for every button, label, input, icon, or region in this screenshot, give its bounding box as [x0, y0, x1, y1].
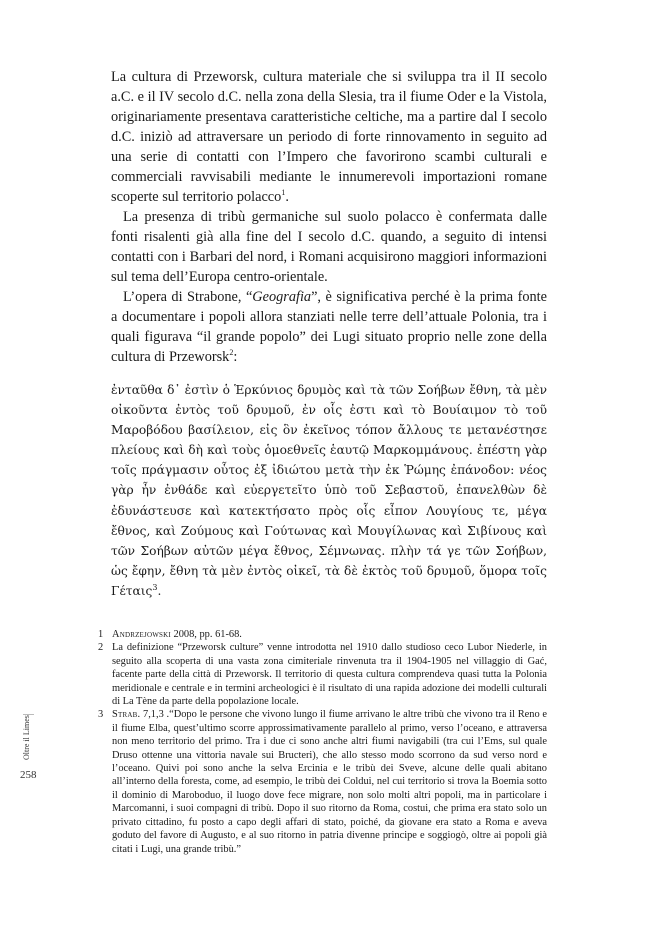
footnote-text: Andrzejowski 2008, pp. 61-68. — [112, 629, 242, 640]
footnotes — [98, 628, 547, 856]
footnote-number: 1 — [98, 629, 104, 640]
paragraph-3: L’opera di Strabone, “Geografia”, è significativa perché è la prima fonte a documentare i popoli allora stanziati nelle terre dell’attuale Polonia, tra i quali figurava “il grande popolo” dei Lugi situato proprio nelle zone della cultura di Przeworsk$^2$: — [111, 289, 547, 365]
work-title: Geografia — [252, 289, 312, 305]
footnote-text: La definizione “Przeworsk culture” venne introdotta nel 1910 dallo studioso ceco Lubor Niederle, in seguito alla scoperta di una vasta zona cimiteriale rinvenuta tra il 1904-1905 nel villaggio di Gać, facente parte della città di Przeworsk. Il territorio di questa cultura comprendeva quasi tutta la Polonia meridionale e centrale e in termini archeologici è il risultato di una rapida adozione dei modelli culturali di La Tène da parte della popolazione locale. — [112, 642, 547, 708]
paragraph-2 — [111, 207, 547, 287]
running-title: Oltre il Limes — [22, 715, 31, 760]
footnote-number: 3 — [98, 709, 104, 721]
paragraph-2-text: La presenza di tribù germaniche sul suolo polacco è confermata dalle fonti risalenti già alla fine del I secolo d.C. quando, a seguito di intensi contatti con i Barbari del nord, i Romani acquisirono maggiori informazioni sul tema dell’Europa centro-orientale. — [111, 209, 547, 285]
footnote-text: Strab. 7,1,3 .“Dopo le persone che vivono lungo il fiume arrivano le altre tribù che vivono tra il Reno e il fiume Elba, quest’ultimo scorre approssimativamente parallelo al primo, verso l’oceano, e attraversa non meno territorio del primo. Tra i due ci sono anche altri fiumi navigabili (tra cui l’Ems, sul quale Druso ottenne una vittoria navale sui Bructeri), che allo stesso modo scorrono da sud verso nord e l’oceano. Quivi poi sono anche la selva Ercinia e le tribù dei Sveve, alcune delle quali abitano all’interno della foresta, come, ad esempio, le tribù dei Coldui, nel cui territorio si trova la Boemia sotto il dominio di Maroboduo, il luogo dove fece migrare, non solo molti altri popoli, ma in particolare i Marcomanni, i suoi compagni di tribù. Dopo il suo ritorno da Roma, costui, che prima era stato solo un privato cittadino, fu posto a capo degli affari di stato, poiché, da giovane era stato a Roma e aveva goduto del favore di Augusto, e al suo ritorno in patria divenne principe e soggiogò, oltre ai popoli già citati i Lugi, una grande tribù.” — [112, 709, 547, 855]
greek-quotation: ἐνταῦθα δ᾽ ἐστὶν ὁ Ἑρκύνιος δρυμὸς καὶ τὰ τῶν Σοήβων ἔθνη, τὰ μὲν οἰκοῦντα ἐντὸς τοῦ δρυμοῦ, ἐν οἷς ἐστι καὶ τὸ Βουίαιμον τὸ τοῦ Μαροβόδου βασίλειον, εἰς ὃν ἐκεῖνος τόπον ἄλλους τε μετανέστησε πλείους καὶ δὴ καὶ τοὺς ὁμοεθνεῖς ἑαυτῷ Μαρκομμάνους. ἐπέστη γὰρ τοῖς πράγμασιν οὗτος ἐξ ἰδιώτου μετὰ τὴν ἐκ Ῥώμης ἐπάνοδον: νέος γὰρ ἦν ἐνθάδε καὶ εὐεργετεῖτο ὑπὸ τοῦ Σεβαστοῦ, ἐπανελθὼν δὲ ἐδυνάστευσε καὶ κατεκτήσατο πρὸς οἷς εἶπον Λουγίους τε, μέγα ἔθνος, καὶ Ζούμους καὶ Γούτωνας καὶ Μουγίλωνας καὶ Σιβίνους καὶ τῶν Σοήβων αὐτῶν μέγα ἔθνος, Σέμνωνας. πλὴν τά γε τῶν Σοήβων, ὡς ἔφην, ἔθνη τὰ μὲν ἐντὸς οἰκεῖ, τὰ δὲ ἐκτὸς τοῦ δρυμοῦ, ὅμορα τοῖς Γέταις$^3$. — [111, 383, 547, 598]
footnote-2 — [98, 641, 547, 708]
paragraph-1-text: La cultura di Przeworsk, cultura materiale che si sviluppa tra il II secolo a.C. e il IV secolo d.C. nella zona della Slesia, tra il fiume Oder e la Vistola, originariamente presentava caratteristiche celtiche, ma a partire dal I secolo d.C. iniziò ad attraversare un periodo di forte rinnovamento in seguito ad una serie di contatti con l’Impero che favorirono scambi culturali e commerciali ravvisabili mediante le innumerevoli importazioni romane scoperte sul territorio polacco — [111, 69, 547, 205]
footnote-ref-2[interactable]: 2 — [229, 348, 234, 358]
footnote-3 — [98, 708, 547, 855]
footnote-ref-1[interactable]: 1 — [281, 188, 286, 198]
paragraph-3-text: ”, è significativa perché è la prima fonte a documentare i popoli allora stanziati nelle terre dell’attuale Polonia, tra i quali figurava “il grande popolo” dei Lugi situato proprio nelle zone della cultura di Przeworsk — [111, 289, 547, 365]
footnote-number: 2 — [98, 642, 104, 654]
main-text — [111, 67, 547, 367]
footnote-1 — [98, 628, 547, 641]
paragraph-1: La cultura di Przeworsk, cultura materiale che si sviluppa tra il II secolo a.C. e il IV secolo d.C. nella zona della Slesia, tra il fiume Oder e la Vistola, originariamente presentava caratteristiche celtiche, ma a partire dal I secolo d.C. iniziò ad attraversare un periodo di forte rinnovamento in seguito ad una serie di contatti con l’Impero che favorirono scambi culturali e commerciali ravvisabili mediante le innumerevoli importazioni romane scoperte sul territorio polacco$^1$. — [111, 69, 547, 205]
citation-author: Strab. — [112, 709, 141, 721]
page-number: 258 — [20, 769, 37, 781]
footnote-ref-3[interactable]: 3 — [152, 582, 158, 592]
citation-author: Andrzejowski — [112, 629, 171, 640]
margin-rule — [23, 714, 34, 715]
greek-quotation-text: ἐνταῦθα δ᾽ ἐστὶν ὁ Ἑρκύνιος δρυμὸς καὶ τὰ τῶν Σοήβων ἔθνη, τὰ μὲν οἰκοῦντα ἐντὸς τοῦ δρυμοῦ, ἐν οἷς ἐστι καὶ τὸ Βουίαιμον τὸ τοῦ Μαροβόδου βασίλειον, εἰς ὃν ἐκεῖνος τόπον ἄλλους τε μετανέστησε πλείους καὶ δὴ καὶ τοὺς ὁμοεθνεῖς ἑαυτῷ Μαρκομμάνους. ἐπέστη γὰρ τοῖς πράγμασιν οὗτος ἐξ ἰδιώτου μετὰ τὴν ἐκ Ῥώμης ἐπάνοδον: νέος γὰρ ἦν ἐνθάδε καὶ εὐεργετεῖτο ὑπὸ τοῦ Σεβαστοῦ, ἐπανελθὼν δὲ ἐδυνάστευσε καὶ κατεκτήσατο πρὸς οἷς εἶπον Λουγίους τε, μέγα ἔθνος, καὶ Ζούμους καὶ Γούτωνας καὶ Μουγίλωνας καὶ Σιβίνους καὶ τῶν Σοήβων αὐτῶν μέγα ἔθνος, Σέμνωνας. πλὴν τά γε τῶν Σοήβων, ὡς ἔφην, ἔθνη τὰ μὲν ἐντὸς οἰκεῖ, τὰ δὲ ἐκτὸς τοῦ δρυμοῦ, ὅμορα τοῖς Γέταις — [111, 383, 547, 598]
